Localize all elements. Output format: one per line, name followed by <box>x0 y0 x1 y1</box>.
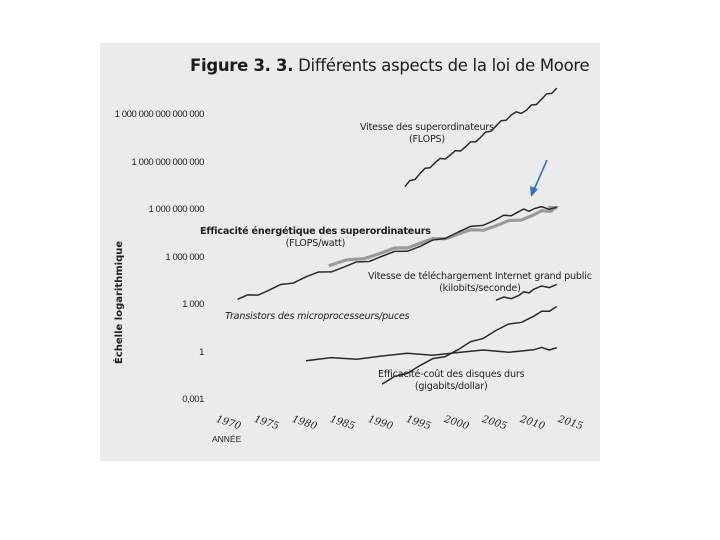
series-label-3 <box>225 311 409 323</box>
annotation-arrow-head <box>530 186 538 197</box>
x-tick-label: 1985 <box>328 414 357 433</box>
annotation-arrow-line <box>533 160 547 192</box>
y-tick-label: 1 000 <box>182 299 204 310</box>
x-tick-label: 1990 <box>366 414 395 433</box>
figure-number: Figure 3. 3. <box>190 56 294 75</box>
series-label-line: Vitesse de téléchargement Internet grand public <box>368 271 592 282</box>
x-tick-label: 2015 <box>556 414 585 433</box>
y-tick-label: 1 000 000 000 000 000 <box>114 109 204 120</box>
x-tick-label: 1995 <box>404 414 433 433</box>
series-label-0 <box>360 122 494 146</box>
y-tick-label: 1 000 000 <box>165 251 204 263</box>
series-label-line: Transistors des microprocesseurs/puces <box>225 311 410 322</box>
y-tick-label: 1 <box>199 346 204 358</box>
y-tick-label: 0,001 <box>182 394 204 405</box>
series-label-line: Vitesse des superordinateurs <box>360 122 494 133</box>
x-tick-label: 1975 <box>252 414 281 433</box>
series-label-line: Efficacité énergétique des superordinateurs <box>200 226 431 237</box>
series-label-line: (FLOPS/watt) <box>285 238 346 249</box>
series-label-4 <box>378 369 524 393</box>
x-tick-label: 1980 <box>290 414 319 433</box>
series-label-2 <box>368 271 592 295</box>
series-label-1 <box>200 226 431 250</box>
x-tick-label: 2000 <box>442 414 471 433</box>
x-tick-label: 2005 <box>480 414 509 433</box>
figure-title-text: Différents aspects de la loi de Moore <box>298 56 590 75</box>
x-axis-label: ANNÉE <box>212 434 242 444</box>
y-tick-label: 1 000 000 000 000 <box>131 156 204 168</box>
series-label-line: (kilobits/seconde) <box>439 283 521 294</box>
y-axis-label: Échelle logarithmique <box>114 240 125 364</box>
y-tick-label: 1 000 000 000 <box>148 204 204 215</box>
x-tick-label: 1970 <box>214 414 243 433</box>
x-tick-label: 2010 <box>518 414 547 433</box>
series-label-line: (FLOPS) <box>408 134 445 145</box>
series-label-line: Efficacité-coût des disques durs <box>378 369 525 380</box>
series-label-line: (gigabits/dollar) <box>414 381 488 392</box>
